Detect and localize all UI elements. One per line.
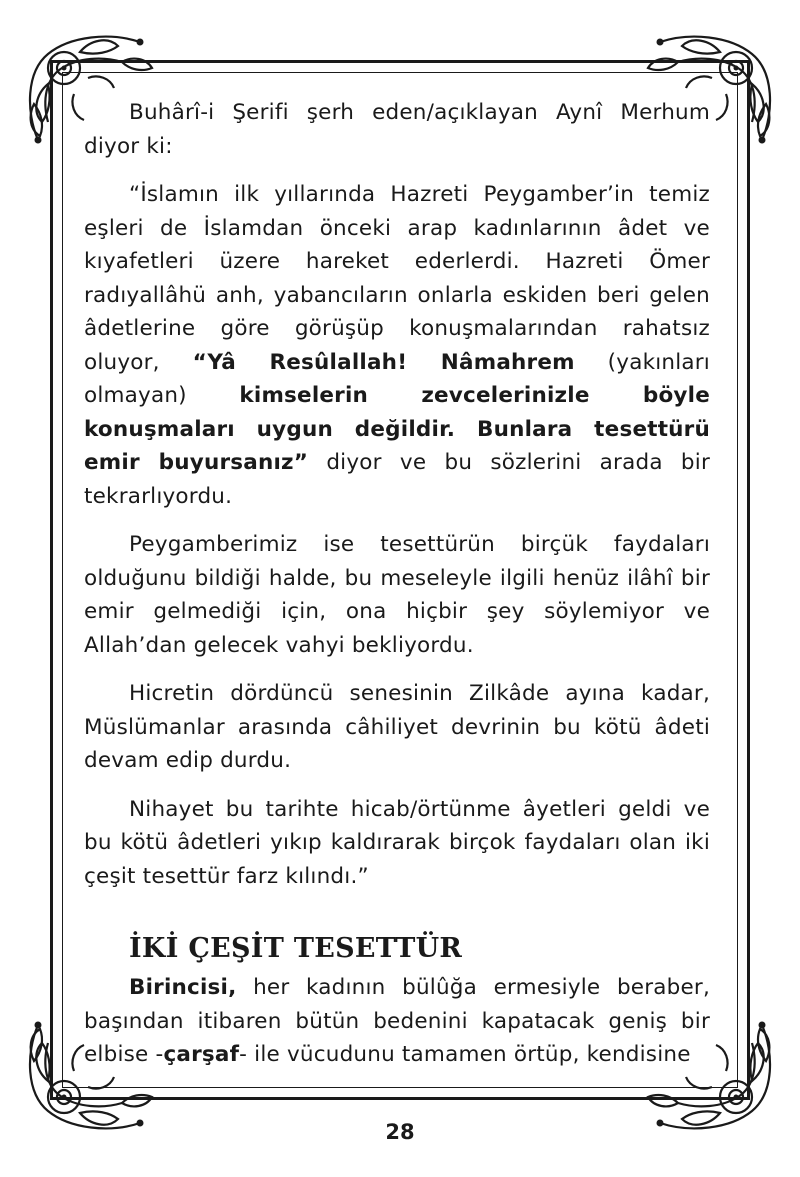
paragraph-4 [84,677,710,778]
paragraph-3 [84,528,710,662]
text-run: (yakınları olmayan) [84,349,710,408]
bold-quote: kimselerin zevcelerinizle böyle konuşmaları uygun değildir. Bunlara tesettürü emir buyursanız” [84,383,710,475]
bold-term: Birincisi, [129,975,237,1000]
text-run: Peygamberimiz ise tesettürün birçük faydaları olduğunu bildiği halde, bu meseleyle ilgili henüz ilâhî bir emir gelmediği için, ona hiçbir şey söylemiyor ve Allah’dan gelecek vahyi bekliyordu. [84,532,710,658]
paragraph-6 [84,971,710,1066]
bold-term: çarşaf [163,1042,240,1066]
text-run: Buhârî-i Şerifi şerh eden/açıklayan Aynî Merhum diyor ki: [84,100,710,159]
text-run: Nihayet bu tarihte hicab/örtünme âyetleri geldi ve bu kötü âdetleri yıkıp kaldırarak birçok faydaları olan iki çeşit tesettür farz kılındı.” [84,796,710,889]
text-run: “İslamın ilk yıllarında Hazreti Peygamber’in temiz eşleri de İslamdan önceki arap kadınlarının âdet ve kıyafetleri üzere hareket ederlerdi. Hazreti Ömer radıyallâhü anh, yabancıların onlarla eskiden beri gelen âdetlerine göre görüşüp konuşmalarından rahatsız oluyor, [84,182,710,375]
text-run: diyor ve bu sözlerini arada bir tekrarlıyordu. [84,450,710,509]
text-run: Hicretin dördüncü senesinin Zilkâde ayına kadar, Müslümanlar arasında câhiliyet devrinin bu kötü âdeti devam edip durdu. [84,681,710,773]
paragraph-1 [84,96,710,163]
page-body [84,96,710,1066]
text-run: - ile vücudunu tamamen örtüp, kendisine [239,1042,691,1066]
paragraph-5 [84,793,710,894]
section-heading: İKİ ÇEŞİT TESETTÜR [129,933,463,964]
bold-quote: “Yâ Resûlallah! Nâmahrem [192,349,575,375]
page-number: 28 [385,1120,415,1144]
text-run: her kadının bülûğa ermesiyle beraber, başından itibaren bütün bedenini kapatacak geniş bir elbise - [84,975,710,1066]
paragraph-2 [84,178,710,513]
